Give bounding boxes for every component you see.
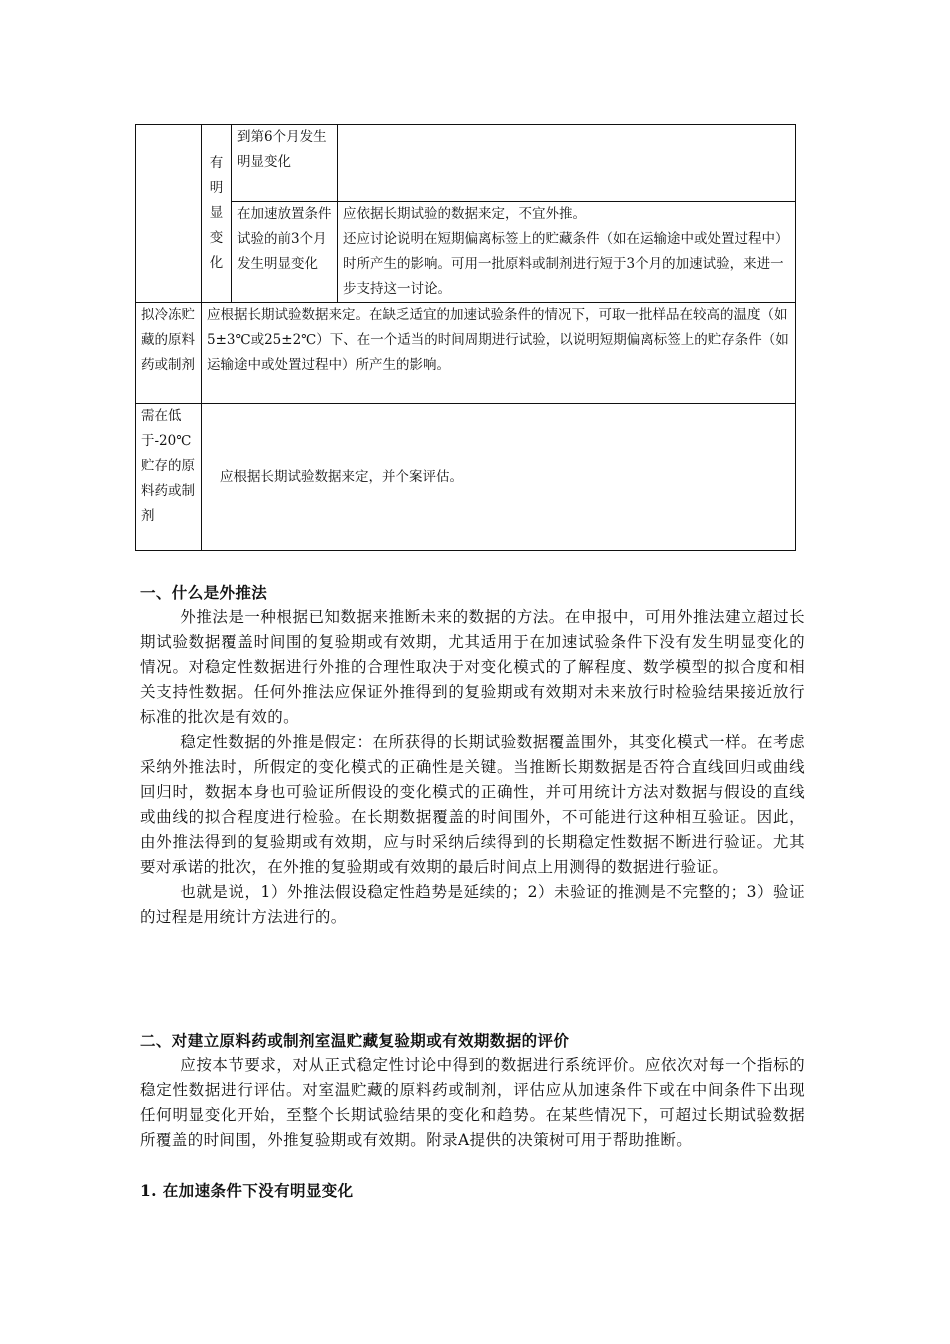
stability-table bbox=[135, 124, 796, 551]
subsection-heading: 1. 在加速条件下没有明显变化 bbox=[140, 1181, 354, 1200]
section2-body bbox=[140, 1053, 805, 1153]
requirement-month6 bbox=[338, 125, 796, 202]
section1-paragraph-1: 外推法是一种根据已知数据来推断未来的数据的方法。在申报中，可用外推法建立超过长期试验数据覆盖时间围的复验期或有效期，尤其适用于在加速试验条件下没有发生明显变化的情况。对稳定性数据进行外推的合理性取决于对变化模式的了解程度、数学模型的拟合度和相关支持性数据。任何外推法应保证外推得到的复验期或有效期对未来放行时检验结果接近放行标准的批次是有效的。 bbox=[140, 608, 805, 726]
condition-accelerated-3month: 在加速放置条件试验的前3个月发生明显变化 bbox=[232, 202, 338, 303]
section1-body bbox=[140, 605, 805, 930]
condition-month6: 到第6个月发生明显变化 bbox=[232, 125, 338, 202]
section1-paragraph-3: 也就是说，1）外推法假设稳定性趋势是延续的；2）未验证的推测是不完整的；3）验证的过程是用统计方法进行的。 bbox=[140, 883, 805, 926]
section2-heading: 二、对建立原料药或制剂室温贮藏复验期或有效期数据的评价 bbox=[140, 1031, 570, 1050]
section1-paragraph-2: 稳定性数据的外推是假定：在所获得的长期试验数据覆盖围外，其变化模式一样。在考虑采纳外推法时，所假定的变化模式的正确性是关键。当推断长期数据是否符合直线回归或曲线回归时，数据本身也可验证所假设的变化模式的正确性，并可用统计方法对数据与假设的直线或曲线的拟合程度进行检验。在长期数据覆盖的时间围外，不可能进行这种相互验证。因此，由外推法得到的复验期或有效期，应与时采纳后续得到的长期稳定性数据不断进行验证。尤其要对承诺的批次，在外推的复验期或有效期的最后时间点上用测得的数据进行验证。 bbox=[140, 733, 805, 876]
table-blank-category bbox=[136, 125, 202, 303]
requirement-frozen: 应根据长期试验数据来定。在缺乏适宜的加速试验条件的情况下，可取一批样品在较高的温度（如5±3℃或25±2℃）下、在一个适当的时间周期进行试验，以说明短期偏离标签上的贮存条件（如运输途中或处置过程中）所产生的影响。 bbox=[202, 303, 796, 404]
requirement-line-1: 应依据长期试验的数据来定，不宜外推。 bbox=[343, 206, 586, 222]
section2-paragraph-1: 应按本节要求，对从正式稳定性讨论中得到的数据进行系统评价。应依次对每一个指标的稳定性数据进行评估。对室温贮藏的原料药或制剂，评估应从加速条件下或在中间条件下出现任何明显变化开始，至整个长期试验结果的变化和趋势。在某些情况下，可超过长期试验数据所覆盖的时间围，外推复验期或有效期。附录A提供的决策树可用于帮助推断。 bbox=[140, 1056, 805, 1149]
section1-heading: 一、什么是外推法 bbox=[140, 583, 268, 602]
category-below-minus20: 需在低于-20℃贮存的原料药或制剂 bbox=[136, 404, 202, 551]
requirement-accelerated-3month bbox=[338, 202, 796, 303]
category-frozen: 拟冷冻贮藏的原料药或制剂 bbox=[136, 303, 202, 404]
category-significant-change: 有明显变化 bbox=[202, 125, 232, 303]
requirement-below-minus20: 应根据长期试验数据来定，并个案评估。 bbox=[202, 404, 796, 551]
requirement-line-2: 还应讨论说明在短期偏离标签上的贮藏条件（如在运输途中或处置过程中）时所产生的影响。可用一批原料或制剂进行短于3个月的加速试验，来进一步支持这一讨论。 bbox=[343, 231, 789, 297]
